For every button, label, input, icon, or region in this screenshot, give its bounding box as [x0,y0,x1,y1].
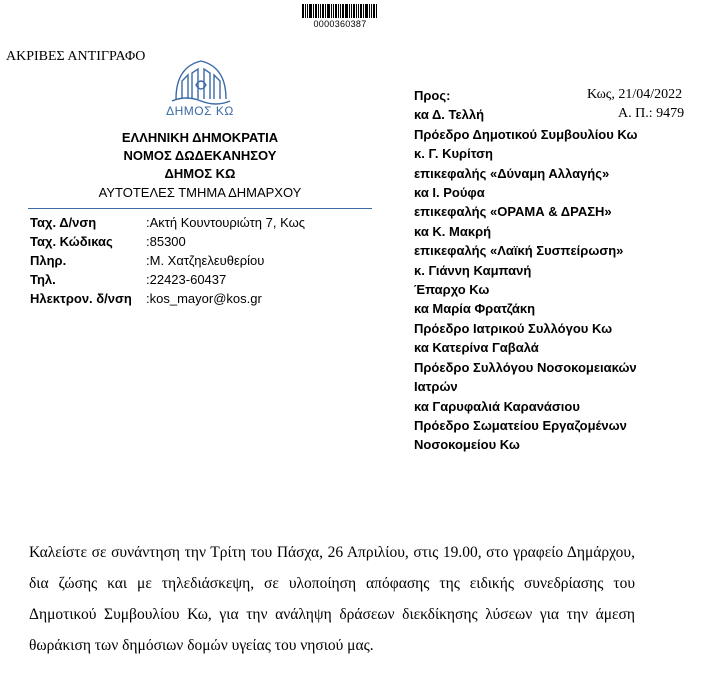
barcode-bar [369,4,370,18]
barcode-bar [307,4,308,18]
contact-label: Ταχ. Κώδικας [30,234,113,249]
barcode-bar [365,4,368,18]
recipient-line: Πρόεδρο Δημοτικού Συμβουλίου Κω [414,126,638,142]
barcode-bars [300,4,380,18]
recipient-line: Πρόεδρο Συλλόγου Νοσοκομειακών [414,359,637,375]
recipient-line: κα Δ. Τελλή [414,107,485,123]
recipient-line: κ. Γιάννη Καμπανή [414,262,532,278]
recipient-line: κα Κ. Μακρή [414,223,492,239]
contact-label: Πληρ. [30,253,67,268]
recipient-line: επικεφαλής «ΟΡΑΜΑ & ΔΡΑΣΗ» [414,204,612,220]
contact-postal-code [30,234,390,253]
header-line-2: ΝΟΜΟΣ ΔΩΔΕΚΑΝΗΣΟΥ [123,148,277,163]
barcode-bar [356,4,357,18]
recipient-line: Έπαρχο Κω [414,282,490,298]
barcode [300,4,380,29]
header-line-4: ΑΥΤΟΤΕΛΕΣ ΤΜΗΜΑ ΔΗΜΑΡΧΟΥ [98,185,302,200]
protocol-number: Α. Π.: 9479 [618,106,685,121]
recipient-line: κα Κατερίνα Γαβαλά [414,340,539,356]
contact-email [30,291,390,310]
contact-label: Ηλεκτρον. δ/νση [30,291,132,306]
barcode-bar [305,4,306,18]
contact-info-person [30,253,390,272]
contact-value: :kos_mayor@kos.gr [146,291,262,306]
recipient-line: Ιατρών [414,379,458,395]
recipient-line: Πρόεδρο Ιατρικού Συλλόγου Κω [414,320,613,336]
barcode-bar [302,4,304,18]
recipient-line: κα Μαρία Φρατζάκη [414,301,536,317]
municipality-logo-icon [170,55,232,105]
barcode-bar [353,4,355,18]
recipient-line: Πρόεδρο Σωματείου Εργαζομένων [414,417,627,433]
recipient-line: επικεφαλής «Λαϊκή Συσπείρωση» [414,243,624,259]
barcode-bar [335,4,337,18]
copy-stamp: ΑΚΡΙΒΕΣ ΑΝΤΙΓΡΑΦΟ [6,49,146,64]
contact-address [30,215,390,234]
recipient-line: κ. Γ. Κυρίτση [414,146,493,162]
barcode-bar [351,4,352,18]
recipient-line: κα Γαρυφαλιά Καρανάσιου [414,398,580,414]
contact-label: Τηλ. [30,272,56,287]
document-date: Κως, 21/04/2022 [587,87,683,102]
barcode-bar [325,4,326,18]
barcode-bar [358,4,359,18]
barcode-bar [315,4,317,18]
barcode-bar [313,4,314,18]
recipient-line: Νοσοκομείου Κω [414,437,520,453]
barcode-bar [342,4,344,18]
barcode-bar [363,4,364,18]
body-paragraph: Καλείστε σε συνάντηση την Τρίτη του Πάσχα, 26 Απριλίου, στις 19.00, στο γραφείο Δημάρχου, δια ζώσης και με τηλεδιάσκεψη, σε υλοποίηση απόφασης της ειδικής συνεδρίασης του Δημοτικού Συμβουλίου Κω, για την ανάληψη δράσεων διεκδίκησης λύσεων για την άμεση θωράκιση των δημόσιων δομών υγείας του νησιού μας. [29,544,635,654]
barcode-bar [333,4,334,18]
barcode-bar [371,4,372,18]
recipient-line: Προς: [414,88,451,103]
contact-value: :22423-60437 [146,272,227,287]
barcode-bar [338,4,339,18]
barcode-bar [373,4,375,18]
logo-text: ΔΗΜΟΣ ΚΩ [166,104,234,118]
barcode-bar [349,4,350,18]
barcode-bar [345,4,348,18]
contact-value: :85300 [146,234,186,249]
barcode-bar [340,4,341,18]
contact-value: :Ακτή Κουντουριώτη 7, Κως [146,215,306,230]
barcode-bar [376,4,377,18]
header-line-3: ΔΗΜΟΣ ΚΩ [164,166,236,181]
barcode-bar [320,4,321,18]
contact-label: Ταχ. Δ/νση [30,215,97,230]
barcode-bar [327,4,330,18]
contact-value: :Μ. Χατζηελευθερίου [146,253,265,268]
recipient-line: επικεφαλής «Δύναμη Αλλαγής» [414,165,610,181]
header-line-1: ΕΛΛΗΝΙΚΗ ΔΗΜΟΚΡΑΤΙΑ [121,130,279,145]
barcode-bar [309,4,312,18]
contact-phone [30,272,390,291]
barcode-bar [360,4,362,18]
recipient-line: κα Ι. Ρούφα [414,185,485,201]
header-divider [28,208,372,209]
barcode-number: 0000360387 [313,19,367,29]
barcode-bar [318,4,319,18]
barcode-bar [331,4,332,18]
recipients-list [414,86,694,455]
barcode-bar [322,4,324,18]
